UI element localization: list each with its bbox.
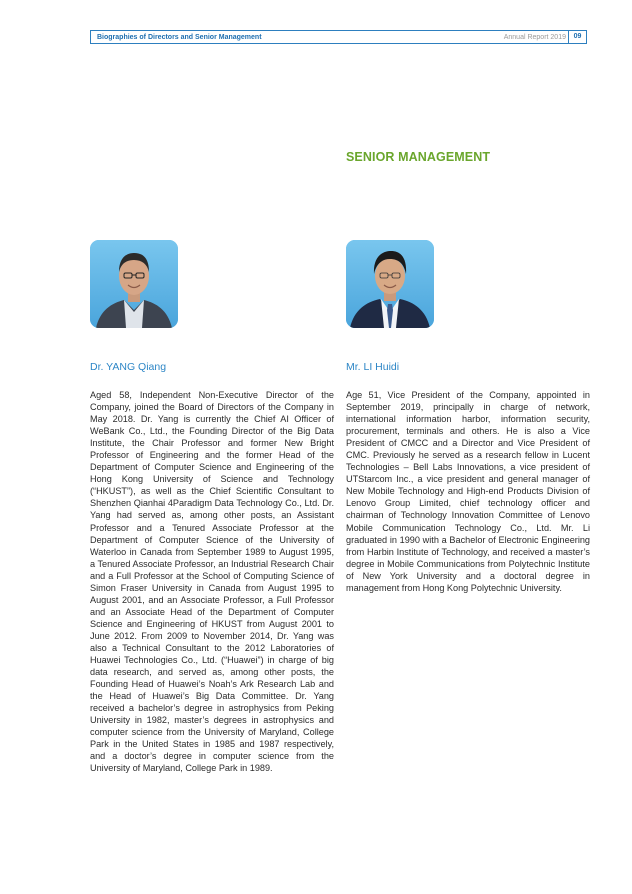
portrait-photo-icon — [90, 240, 178, 328]
page-number: 09 — [568, 30, 586, 44]
portrait-photo-li — [346, 240, 434, 328]
header-report-name: Annual Report 2019 — [503, 34, 566, 41]
section-title: SENIOR MANAGEMENT — [346, 150, 491, 164]
portrait-photo-icon — [346, 240, 434, 328]
page-header — [90, 30, 587, 44]
bio-li: Age 51, Vice President of the Company, appointed in September 2019, principally in charge of network, international information harbor, information security, procurement, terminals and others. He is also a Vice President of CMCC and a Director and Vice President of CMC. Previously he served as a research fellow in Lucent Technologies – Bell Labs Innovations, a vice president of UTStarcom Inc., a vice president and general manager of New Mobile Technology and High-end Products Division of Lenovo Group Limited, chief technology officer and chairman of Technology Innovation Committee of Lenovo Mobile Communication Technology Co., Ltd. Mr. Li graduated in 1990 with a Bachelor of Electronic Engineering from Harbin Institute of Technology, and received a master’s degree in Mobile Communications from Polytechnic Institute of New York University and a doctoral degree in management from Hong Kong Polytechnic University. — [346, 390, 590, 593]
header-title: Biographies of Directors and Senior Management — [97, 34, 262, 41]
person-name-yang: Dr. YANG Qiang — [90, 361, 167, 373]
person-name-li: Mr. LI Huidi — [346, 361, 400, 373]
bio-yang: Aged 58, Independent Non-Executive Director of the Company, joined the Board of Directors of the Company in May 2018. Dr. Yang is currently the Chief AI Officer of WeBank Co., Ltd., the Founding Director of the Big Data Institute, the Chair Professor and former New Bright Professor of Engineering and the former Head of the Department of Computer Science and Engineering of the Hong Kong University of Science and Technology (“HKUST”), as well as the Chief Scientific Consultant to Shenzhen Qianhai 4Paradigm Data Technology Co., Ltd. Dr. Yang had served as, among other posts, an Assistant Professor and a Tenured Associate Professor at the Department of Computer Science of the University of Waterloo in Canada from September 1989 to August 1995, a Tenured Associate Professor, an Industrial Research Chair and a Full Professor at the School of Computing Science of Simon Fraser University in Canada from August 1995 to August 2001, and an Associate Professor, a Full Professor and an Associate Head of the Department of Computer Science and Engineering of HKUST from August 2001 to June 2012. From 2009 to November 2014, Dr. Yang was also a Technical Consultant to the 2012 Laboratories of Huawei Technologies Co., Ltd. (“Huawei”) in charge of big data research, and served as, among other posts, the Founding Head of Huawei’s Noah’s Ark Research Lab and the Head of Huawei’s Big Data Committee. Dr. Yang received a bachelor’s degree in astrophysics from Peking University in 1982, master’s degrees in astrophysics and computer science from the University of Maryland, College Park in the United States in 1985 and 1987 respectively, and a doctor’s degree in computer science from the University of Maryland, College Park in 1989. — [90, 390, 334, 774]
portrait-photo-yang — [90, 240, 178, 328]
